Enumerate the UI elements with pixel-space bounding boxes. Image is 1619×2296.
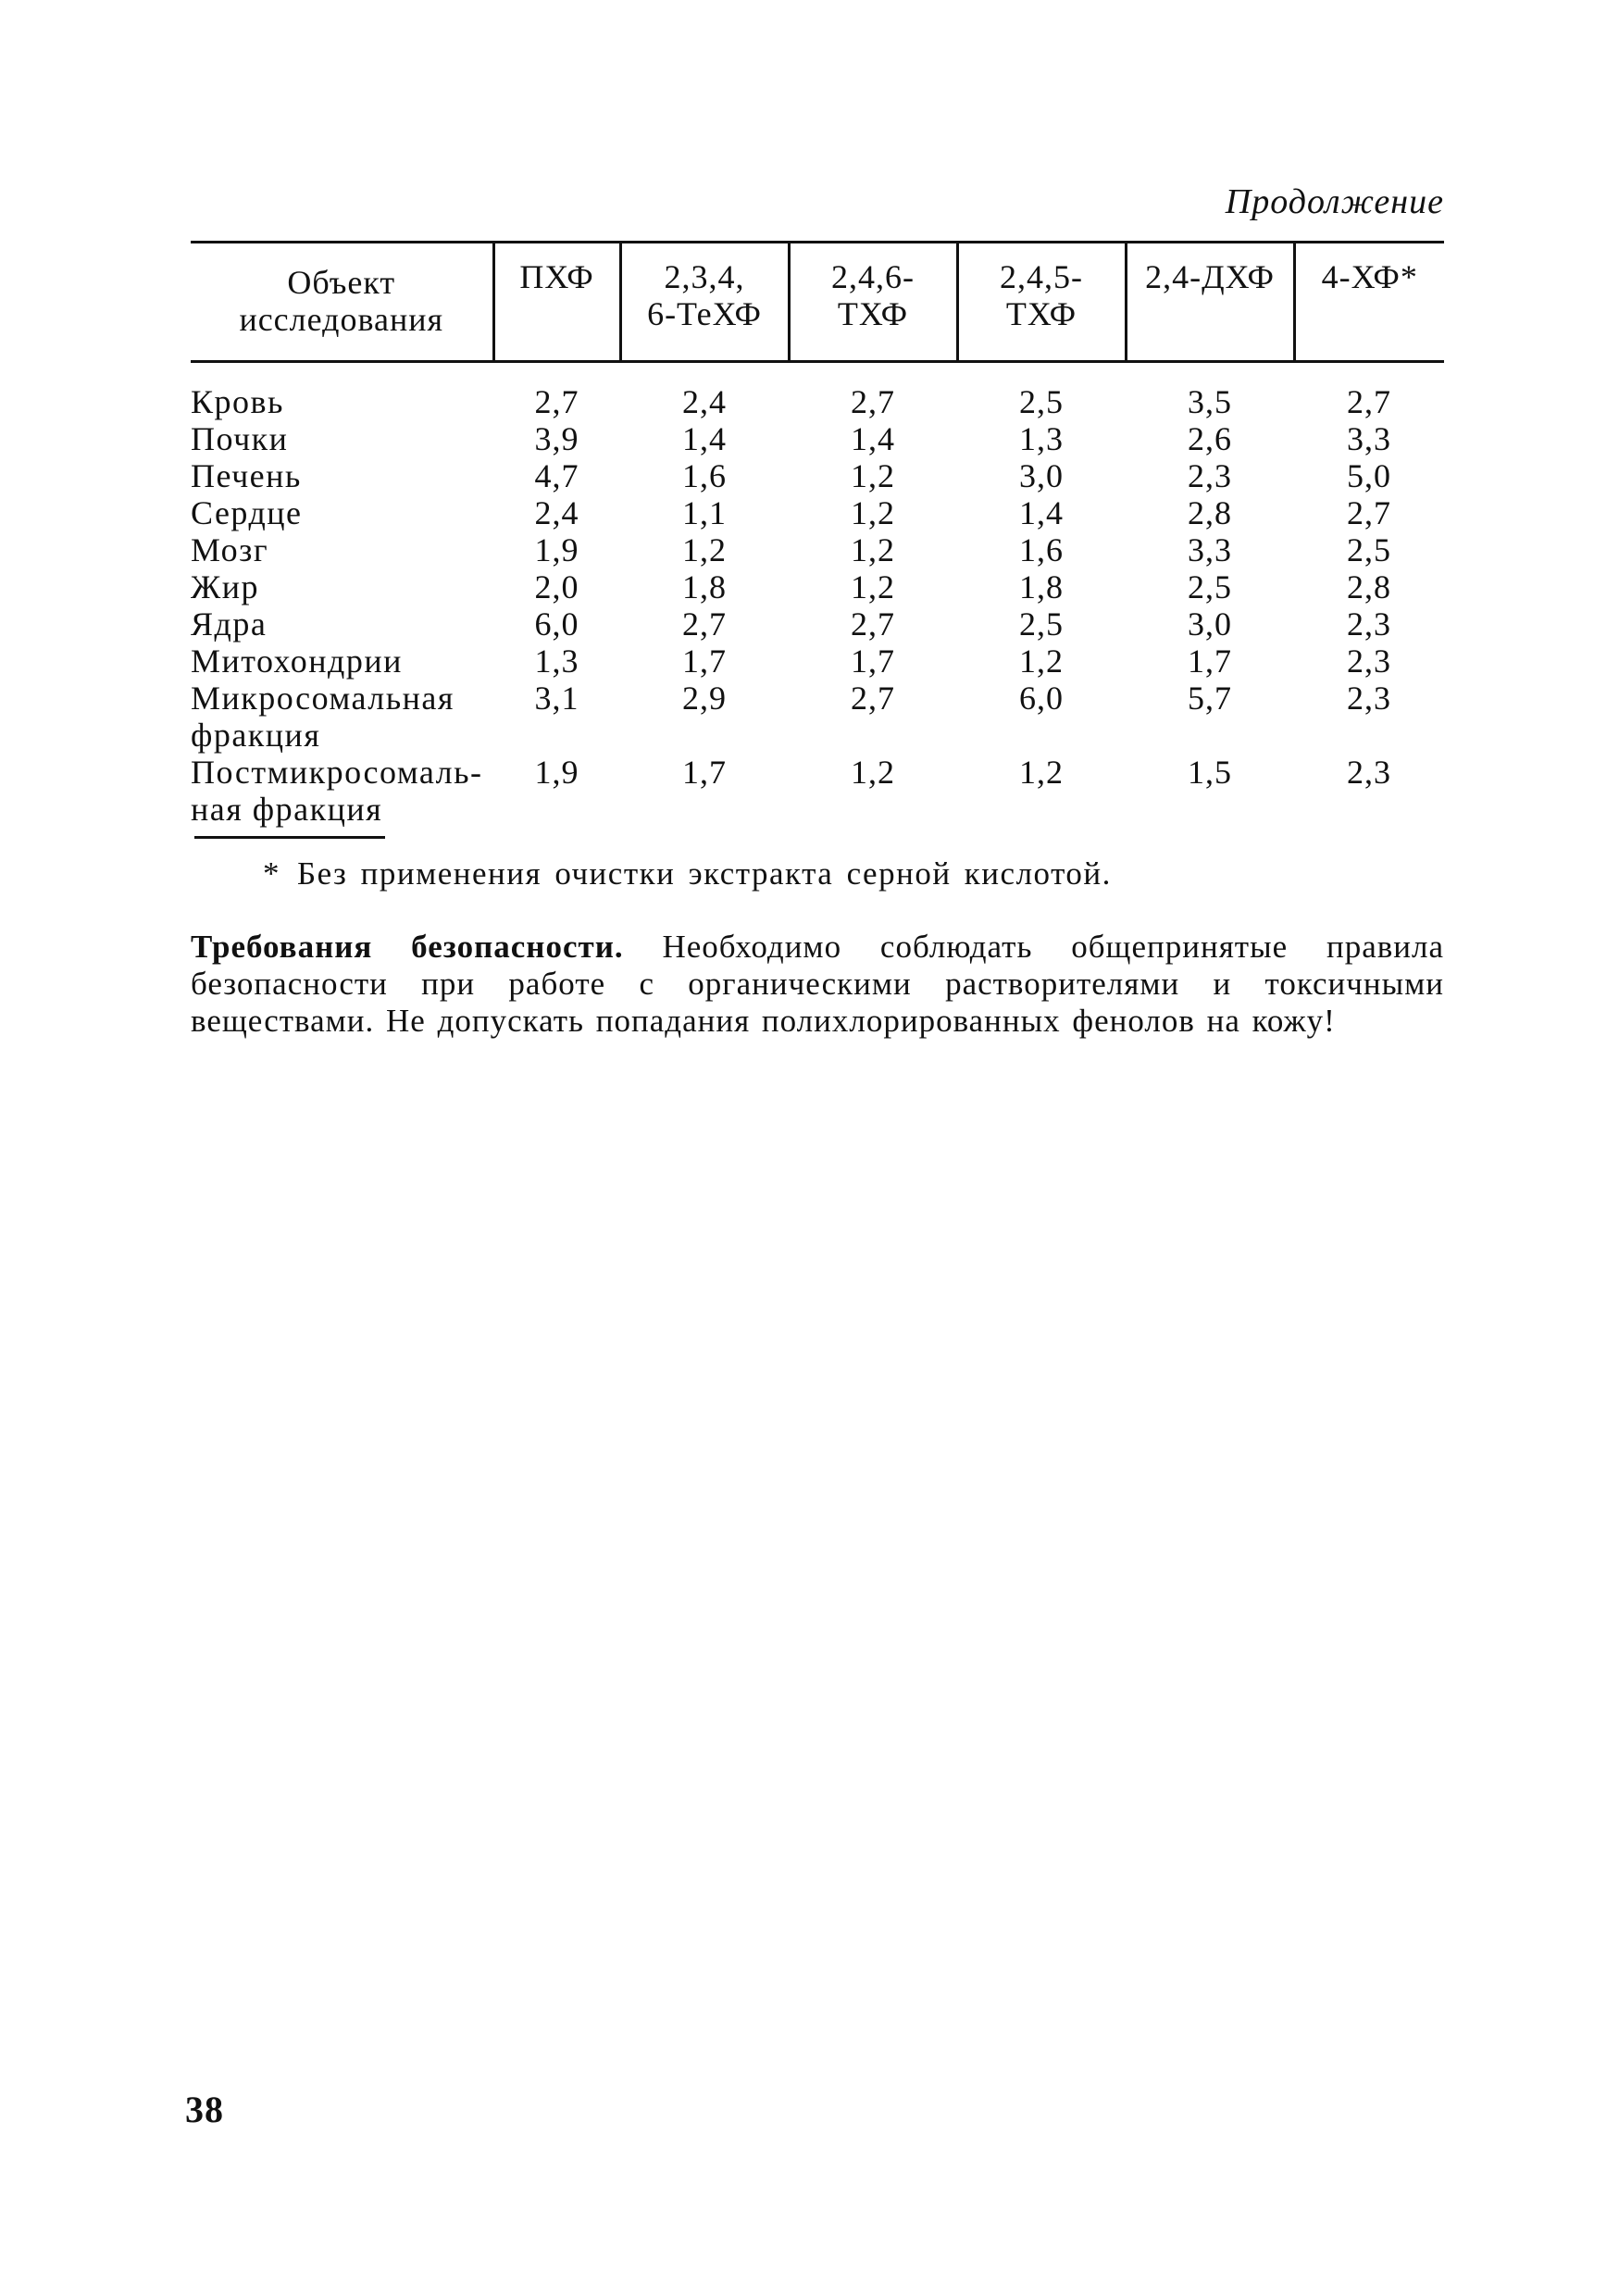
value-cell: 3,0 — [1019, 457, 1064, 494]
value-cell: 3,1 — [534, 680, 579, 717]
value-cell: 1,8 — [682, 568, 727, 605]
value-cell: 1,2 — [851, 568, 895, 605]
footnote-mark: * — [263, 855, 280, 892]
value-cell: 2,3 — [1347, 754, 1391, 791]
row-object-cell — [191, 457, 493, 494]
value-cell: 1,4 — [682, 420, 727, 457]
value-cell: 3,5 — [1188, 383, 1232, 420]
row-object-line: Печень — [191, 457, 302, 494]
header-line: 2,4,5- — [1000, 258, 1083, 295]
value-cell: 2,8 — [1188, 494, 1232, 531]
value-cell: 1,9 — [534, 754, 579, 791]
value-cell: 1,4 — [851, 420, 895, 457]
value-cell: 6,0 — [1019, 680, 1064, 717]
table-row — [191, 494, 1444, 531]
value-cell: 1,5 — [1188, 754, 1232, 791]
page-number: 38 — [185, 2089, 224, 2130]
row-object-cell — [191, 362, 493, 421]
value-cell: 2,6 — [1188, 420, 1232, 457]
results-table — [191, 241, 1444, 828]
footnote — [263, 855, 1112, 892]
table-row — [191, 457, 1444, 494]
table-row — [191, 531, 1444, 568]
row-object-line: Микросомальная — [191, 680, 455, 717]
header-line: 6-ТеХФ — [647, 295, 762, 332]
row-object-line: Мозг — [191, 531, 269, 568]
value-cell: 1,7 — [851, 643, 895, 680]
value-cell: 2,7 — [1347, 494, 1391, 531]
value-cell: 5,0 — [1347, 457, 1391, 494]
table-row — [191, 362, 1444, 421]
value-cell: 2,7 — [851, 680, 895, 717]
value-cell: 2,9 — [682, 680, 727, 717]
value-cell: 2,4 — [534, 494, 579, 531]
value-cell: 2,3 — [1347, 605, 1391, 643]
header-column-pcp — [493, 243, 620, 362]
row-object-cell — [191, 754, 493, 828]
table-row — [191, 643, 1444, 680]
value-cell: 2,5 — [1188, 568, 1232, 605]
row-object-cell — [191, 680, 493, 754]
row-object-cell — [191, 643, 493, 680]
row-object-line: Жир — [191, 568, 260, 605]
value-cell: 4,7 — [534, 457, 579, 494]
footnote-text: Без применения очистки экстракта серной кислотой. — [297, 855, 1112, 892]
table-row — [191, 420, 1444, 457]
value-cell: 3,3 — [1347, 420, 1391, 457]
value-cell: 2,3 — [1347, 680, 1391, 717]
value-cell: 1,7 — [1188, 643, 1232, 680]
table-row — [191, 605, 1444, 643]
header-column-245-tcp — [957, 243, 1126, 362]
row-object-line: Почки — [191, 420, 289, 457]
value-cell: 3,9 — [534, 420, 579, 457]
row-object-cell — [191, 420, 493, 457]
row-object-cell — [191, 494, 493, 531]
header-object — [191, 243, 493, 362]
header-object-line: Объект — [287, 264, 396, 301]
header-line: 2,3,4, — [664, 258, 745, 295]
safety-heading: Требования безопасности. — [191, 929, 624, 965]
value-cell: 3,0 — [1188, 605, 1232, 643]
header-column-4-cp — [1294, 243, 1444, 362]
value-cell: 1,4 — [1019, 494, 1064, 531]
row-object-line: Ядра — [191, 605, 268, 643]
value-cell: 1,2 — [1019, 754, 1064, 791]
footnote-divider — [194, 836, 385, 839]
header-line: 4-ХФ* — [1321, 258, 1418, 295]
value-cell: 2,7 — [1347, 383, 1391, 420]
value-cell: 1,3 — [534, 643, 579, 680]
safety-paragraph — [191, 929, 1444, 1040]
row-object-line: Кровь — [191, 383, 284, 420]
value-cell: 1,8 — [1019, 568, 1064, 605]
value-cell: 2,5 — [1347, 531, 1391, 568]
row-object-line: Сердце — [191, 494, 303, 531]
value-cell: 1,7 — [682, 754, 727, 791]
value-cell: 5,7 — [1188, 680, 1232, 717]
value-cell: 1,2 — [1019, 643, 1064, 680]
value-cell: 3,3 — [1188, 531, 1232, 568]
value-cell: 1,3 — [1019, 420, 1064, 457]
row-object-line: Постмикросомаль- — [191, 754, 483, 791]
value-cell: 1,2 — [682, 531, 727, 568]
row-object-cell — [191, 568, 493, 605]
value-cell: 2,7 — [682, 605, 727, 643]
value-cell: 2,3 — [1347, 643, 1391, 680]
table-body — [191, 362, 1444, 829]
header-column-24-dcp — [1126, 243, 1294, 362]
table-row — [191, 680, 1444, 754]
value-cell: 1,7 — [682, 643, 727, 680]
header-line: 2,4,6- — [831, 258, 915, 295]
value-cell: 2,0 — [534, 568, 579, 605]
header-column-2346-tecp — [620, 243, 789, 362]
header-object-line: исследования — [239, 301, 444, 338]
header-line: ПХФ — [519, 258, 594, 295]
table-row — [191, 754, 1444, 828]
value-cell: 2,5 — [1019, 383, 1064, 420]
value-cell: 1,2 — [851, 494, 895, 531]
value-cell: 6,0 — [534, 605, 579, 643]
value-cell: 1,2 — [851, 754, 895, 791]
value-cell: 2,4 — [682, 383, 727, 420]
value-cell: 2,7 — [534, 383, 579, 420]
header-column-246-tcp — [789, 243, 957, 362]
value-cell: 2,7 — [851, 605, 895, 643]
row-object-line: ная фракция — [191, 791, 383, 828]
value-cell: 1,6 — [1019, 531, 1064, 568]
value-cell: 1,2 — [851, 457, 895, 494]
value-cell: 2,3 — [1188, 457, 1232, 494]
row-object-line: Митохондрии — [191, 643, 403, 680]
value-cell: 1,2 — [851, 531, 895, 568]
header-line: 2,4-ДХФ — [1145, 258, 1275, 295]
header-line: ТХФ — [1005, 295, 1077, 332]
value-cell: 1,9 — [534, 531, 579, 568]
table-header-row — [191, 243, 1444, 362]
value-cell: 2,5 — [1019, 605, 1064, 643]
row-object-line: фракция — [191, 717, 321, 754]
value-cell: 2,7 — [851, 383, 895, 420]
header-line: ТХФ — [837, 295, 909, 332]
continuation-label: Продолжение — [1225, 182, 1444, 221]
table-row — [191, 568, 1444, 605]
row-object-cell — [191, 605, 493, 643]
value-cell: 2,8 — [1347, 568, 1391, 605]
row-object-cell — [191, 531, 493, 568]
value-cell: 1,6 — [682, 457, 727, 494]
safety-text: Необходимо соблюдать общепринятые правила безопасности при работе с органическими растворителями и токсичными веществами. Не допускать попадания полихлорированных фенолов на кожу! — [191, 929, 1445, 1039]
value-cell: 1,1 — [682, 494, 727, 531]
